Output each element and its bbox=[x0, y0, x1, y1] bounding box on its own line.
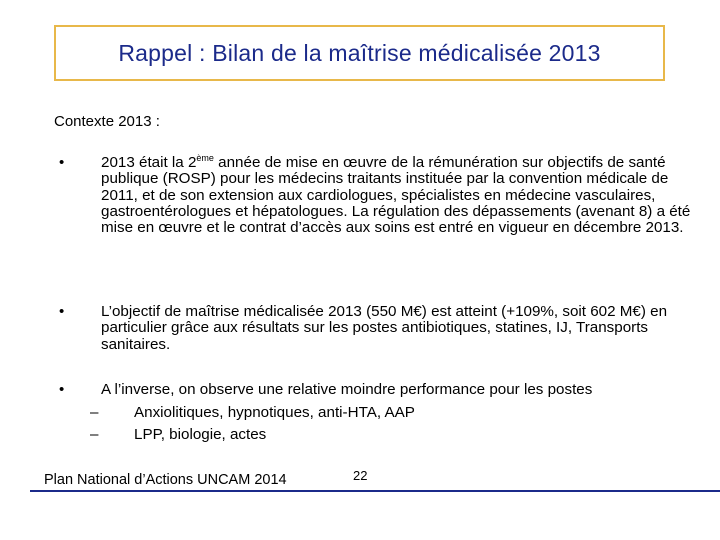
bullet-1-text-b: année de mise en œuvre de la rémunération sur objectifs de santé publique (ROSP) pour les médecins traitants instituée par la convention médicale de 2011, et de son extension aux cardiologues, spécialistes en médecine vasculaires, gastroentérologues et hépatologues. La régulation des dépassements (avenant 8) a été mise en œuvre et le contrat d’accès aux soins est entré en vigueur en décembre 2013. bbox=[101, 154, 691, 237]
footer-line bbox=[30, 490, 720, 492]
dash-symbol: – bbox=[90, 404, 99, 421]
sub-item-2-text: LPP, biologie, actes bbox=[134, 426, 267, 443]
dash-symbol: – bbox=[90, 426, 99, 443]
sub-item-1-text: Anxiolitiques, hypnotiques, anti-HTA, AAP bbox=[134, 404, 415, 421]
bullet-dot: • bbox=[59, 381, 65, 398]
context-label: Contexte 2013 : bbox=[54, 113, 160, 130]
bullet-1-text-a: 2013 était la 2 bbox=[101, 154, 197, 171]
bullet-3-text: A l’inverse, on observe une relative moindre performance pour les postes bbox=[101, 381, 593, 398]
bullet-dot: • bbox=[59, 303, 65, 320]
title-box bbox=[54, 25, 665, 81]
bullet-1-text bbox=[101, 155, 691, 236]
bullet-2-text: L’objectif de maîtrise médicalisée 2013 (550 M€) est atteint (+109%, soit 602 M€) en particulier grâce aux résultats sur les postes antibiotiques, statines, IJ, Transports sanitaires. bbox=[101, 303, 668, 353]
page-number: 22 bbox=[353, 468, 368, 483]
bullet-1-sup: ème bbox=[196, 153, 214, 163]
slide-title: Rappel : Bilan de la maîtrise médicalisée 2013 bbox=[118, 39, 601, 66]
bullet-dot: • bbox=[59, 154, 65, 171]
footer-text: Plan National d’Actions UNCAM 2014 bbox=[44, 472, 287, 488]
